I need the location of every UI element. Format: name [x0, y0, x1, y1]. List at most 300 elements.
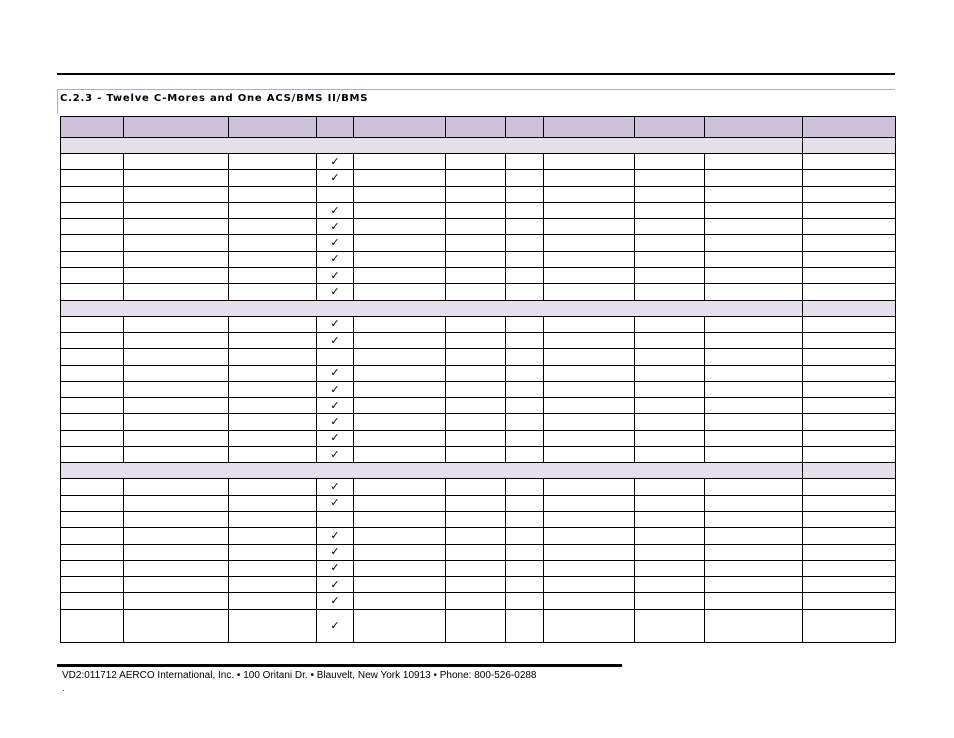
table-cell — [506, 528, 544, 544]
table-cell — [124, 186, 229, 202]
table-cell — [635, 284, 705, 300]
table-cell — [635, 316, 705, 332]
table-cell — [124, 154, 229, 170]
table-cell — [544, 349, 635, 365]
header-cell — [635, 117, 705, 138]
checkmark-icon: ✓ — [330, 154, 340, 168]
table-cell — [705, 479, 803, 495]
checkmark-icon: ✓ — [330, 219, 340, 233]
table-cell — [506, 316, 544, 332]
check-cell — [317, 235, 354, 251]
table-cell — [803, 398, 896, 414]
table-cell — [803, 577, 896, 593]
table-cell — [544, 268, 635, 284]
check-cell — [317, 316, 354, 332]
check-cell — [317, 511, 354, 527]
table-cell — [635, 365, 705, 381]
table-cell — [544, 511, 635, 527]
table-cell — [635, 235, 705, 251]
table-cell — [544, 251, 635, 267]
table-cell — [705, 219, 803, 235]
table-cell — [124, 349, 229, 365]
table-cell — [705, 398, 803, 414]
group-header-cell — [803, 463, 896, 479]
table-cell — [61, 609, 124, 642]
table-cell — [229, 577, 317, 593]
table-cell — [229, 284, 317, 300]
checkmark-icon: ✓ — [330, 317, 340, 331]
table-cell — [354, 170, 446, 186]
table-cell — [705, 154, 803, 170]
table-cell — [635, 202, 705, 218]
check-cell — [317, 560, 354, 576]
table-cell — [803, 560, 896, 576]
table-row — [61, 381, 896, 397]
table-cell — [803, 479, 896, 495]
checkmark-icon: ✓ — [330, 561, 340, 575]
table-cell — [506, 495, 544, 511]
table-cell — [544, 202, 635, 218]
table-cell — [544, 365, 635, 381]
table-row — [61, 202, 896, 218]
table-cell — [446, 528, 506, 544]
table-cell — [544, 235, 635, 251]
table-cell — [506, 414, 544, 430]
table-cell — [705, 284, 803, 300]
table-cell — [354, 284, 446, 300]
table-cell — [354, 560, 446, 576]
table-cell — [124, 593, 229, 609]
table-cell — [229, 381, 317, 397]
table-cell — [61, 349, 124, 365]
footer-mark: · — [62, 686, 65, 695]
table-cell — [803, 251, 896, 267]
table-cell — [354, 593, 446, 609]
table-cell — [354, 381, 446, 397]
table-cell — [446, 414, 506, 430]
table-cell — [124, 332, 229, 348]
table-row — [61, 447, 896, 463]
table-cell — [635, 154, 705, 170]
table-row — [61, 479, 896, 495]
header-cell — [229, 117, 317, 138]
table-cell — [635, 186, 705, 202]
group-header-cell — [803, 300, 896, 316]
table-cell — [544, 186, 635, 202]
table-cell — [124, 170, 229, 186]
table-cell — [803, 349, 896, 365]
table-cell — [544, 398, 635, 414]
table-cell — [506, 560, 544, 576]
table-cell — [705, 560, 803, 576]
check-cell — [317, 544, 354, 560]
table-cell — [635, 349, 705, 365]
table-cell — [124, 609, 229, 642]
table-cell — [705, 495, 803, 511]
check-cell — [317, 577, 354, 593]
table-cell — [124, 365, 229, 381]
table-cell — [705, 528, 803, 544]
table-cell — [506, 593, 544, 609]
table-cell — [446, 349, 506, 365]
table-cell — [635, 593, 705, 609]
table-row — [61, 544, 896, 560]
table-cell — [446, 219, 506, 235]
table-cell — [354, 511, 446, 527]
section-title: C.2.3 - Twelve C-Mores and One ACS/BMS II/BMS — [60, 93, 369, 104]
table-cell — [705, 544, 803, 560]
checkmark-icon: ✓ — [330, 333, 340, 347]
check-cell — [317, 414, 354, 430]
checkmark-icon: ✓ — [330, 479, 340, 493]
table-cell — [124, 577, 229, 593]
table-cell — [803, 268, 896, 284]
table-row — [61, 284, 896, 300]
table-cell — [544, 593, 635, 609]
table-cell — [635, 447, 705, 463]
table-cell — [803, 430, 896, 446]
table-cell — [803, 235, 896, 251]
table-cell — [354, 528, 446, 544]
checkmark-icon: ✓ — [330, 577, 340, 591]
table-cell — [506, 349, 544, 365]
table-row — [61, 593, 896, 609]
checkmark-icon: ✓ — [330, 545, 340, 559]
checkmark-icon: ✓ — [330, 618, 340, 632]
table-cell — [446, 186, 506, 202]
header-cell — [705, 117, 803, 138]
table-cell — [61, 495, 124, 511]
table-cell — [635, 268, 705, 284]
table-cell — [705, 511, 803, 527]
table-cell — [124, 479, 229, 495]
table-cell — [446, 447, 506, 463]
table-cell — [124, 251, 229, 267]
table-cell — [124, 284, 229, 300]
checkmark-icon: ✓ — [330, 268, 340, 282]
table-cell — [61, 154, 124, 170]
table-cell — [506, 577, 544, 593]
table-cell — [544, 495, 635, 511]
table-cell — [354, 154, 446, 170]
table-cell — [229, 235, 317, 251]
check-cell — [317, 398, 354, 414]
table-cell — [635, 511, 705, 527]
table-cell — [124, 381, 229, 397]
table-header-row — [61, 117, 896, 138]
table-cell — [803, 202, 896, 218]
check-cell — [317, 219, 354, 235]
check-cell — [317, 202, 354, 218]
table-cell — [229, 479, 317, 495]
table-row — [61, 219, 896, 235]
table-cell — [446, 479, 506, 495]
table-cell — [229, 430, 317, 446]
table-cell — [803, 170, 896, 186]
table-cell — [446, 560, 506, 576]
check-cell — [317, 593, 354, 609]
checkmark-icon: ✓ — [330, 415, 340, 429]
table-cell — [354, 447, 446, 463]
table-cell — [803, 544, 896, 560]
checkmark-icon: ✓ — [330, 236, 340, 250]
header-cell — [317, 117, 354, 138]
checkmark-icon: ✓ — [330, 252, 340, 266]
table-cell — [506, 251, 544, 267]
table-cell — [61, 170, 124, 186]
table-cell — [446, 495, 506, 511]
table-cell — [229, 528, 317, 544]
table-cell — [354, 495, 446, 511]
group-row — [61, 300, 896, 316]
check-cell — [317, 251, 354, 267]
check-cell — [317, 349, 354, 365]
table-cell — [124, 316, 229, 332]
table-cell — [635, 398, 705, 414]
table-cell — [635, 219, 705, 235]
table-cell — [61, 202, 124, 218]
table-row — [61, 186, 896, 202]
table-cell — [506, 479, 544, 495]
table-cell — [635, 560, 705, 576]
table-cell — [124, 511, 229, 527]
table-row — [61, 154, 896, 170]
table-row — [61, 316, 896, 332]
table-cell — [124, 528, 229, 544]
checkmark-icon: ✓ — [330, 382, 340, 396]
table-cell — [61, 577, 124, 593]
table-cell — [635, 577, 705, 593]
header-cell — [354, 117, 446, 138]
table-cell — [803, 593, 896, 609]
table-cell — [354, 430, 446, 446]
table-cell — [446, 609, 506, 642]
table-cell — [544, 414, 635, 430]
table-cell — [229, 219, 317, 235]
table-row — [61, 577, 896, 593]
table-cell — [446, 577, 506, 593]
table-cell — [124, 560, 229, 576]
table-cell — [506, 235, 544, 251]
table-cell — [446, 235, 506, 251]
table-cell — [506, 170, 544, 186]
table-cell — [705, 365, 803, 381]
check-cell — [317, 609, 354, 642]
table-cell — [61, 251, 124, 267]
group-header-cell — [61, 300, 803, 316]
table-cell — [544, 577, 635, 593]
footer-text: VD2:011712 AERCO International, Inc. • 100 Oritani Dr. • Blauvelt, New York 10913 • Phone: 800-526-0288 — [62, 670, 537, 681]
table-cell — [803, 414, 896, 430]
table-cell — [61, 414, 124, 430]
table-cell — [446, 284, 506, 300]
table-cell — [506, 202, 544, 218]
table-cell — [354, 609, 446, 642]
table-cell — [803, 219, 896, 235]
table-cell — [354, 398, 446, 414]
table-cell — [354, 202, 446, 218]
table-cell — [635, 381, 705, 397]
table-cell — [354, 235, 446, 251]
check-cell — [317, 268, 354, 284]
table-cell — [354, 349, 446, 365]
table-cell — [61, 593, 124, 609]
table-cell — [354, 414, 446, 430]
table-cell — [61, 268, 124, 284]
checkmark-icon: ✓ — [330, 398, 340, 412]
table-cell — [446, 170, 506, 186]
check-cell — [317, 381, 354, 397]
table-cell — [354, 479, 446, 495]
table-cell — [124, 430, 229, 446]
checkmark-icon: ✓ — [330, 366, 340, 380]
table-row — [61, 430, 896, 446]
table-cell — [229, 170, 317, 186]
table-cell — [506, 609, 544, 642]
table-cell — [61, 430, 124, 446]
table-cell — [544, 544, 635, 560]
table-cell — [705, 609, 803, 642]
table-cell — [635, 170, 705, 186]
table-cell — [229, 268, 317, 284]
table-cell — [506, 332, 544, 348]
header-cell — [61, 117, 124, 138]
check-cell — [317, 284, 354, 300]
table-row — [61, 414, 896, 430]
table-cell — [61, 365, 124, 381]
table-cell — [229, 349, 317, 365]
table-cell — [229, 447, 317, 463]
bottom-rule — [57, 664, 622, 667]
table-cell — [803, 154, 896, 170]
group-row — [61, 138, 896, 154]
table-cell — [705, 316, 803, 332]
table-cell — [544, 316, 635, 332]
table-cell — [635, 528, 705, 544]
table-cell — [544, 528, 635, 544]
table-row — [61, 332, 896, 348]
table-cell — [229, 560, 317, 576]
header-cell — [124, 117, 229, 138]
table-cell — [635, 609, 705, 642]
table-cell — [803, 316, 896, 332]
table-row — [61, 235, 896, 251]
table-cell — [354, 544, 446, 560]
table-body — [61, 138, 896, 643]
table-cell — [544, 332, 635, 348]
table-cell — [506, 219, 544, 235]
checkmark-icon: ✓ — [330, 496, 340, 510]
table-row — [61, 511, 896, 527]
table-cell — [803, 381, 896, 397]
table-cell — [354, 219, 446, 235]
table-row — [61, 609, 896, 642]
table-cell — [61, 219, 124, 235]
table-cell — [61, 332, 124, 348]
table-cell — [446, 268, 506, 284]
table-cell — [124, 398, 229, 414]
group-header-cell — [61, 463, 803, 479]
table-cell — [446, 332, 506, 348]
table-cell — [229, 495, 317, 511]
table-cell — [446, 511, 506, 527]
table-cell — [705, 381, 803, 397]
table-row — [61, 268, 896, 284]
table-cell — [544, 170, 635, 186]
check-cell — [317, 528, 354, 544]
table-cell — [446, 544, 506, 560]
table-cell — [229, 609, 317, 642]
table-cell — [705, 414, 803, 430]
table-cell — [544, 381, 635, 397]
table-cell — [229, 186, 317, 202]
checkmark-icon: ✓ — [330, 528, 340, 542]
table-cell — [124, 414, 229, 430]
table-cell — [705, 332, 803, 348]
table-cell — [354, 251, 446, 267]
header-cell — [506, 117, 544, 138]
check-cell — [317, 365, 354, 381]
table-cell — [124, 219, 229, 235]
table-cell — [544, 479, 635, 495]
header-cell — [544, 117, 635, 138]
table-cell — [635, 251, 705, 267]
table-cell — [544, 154, 635, 170]
table-cell — [229, 544, 317, 560]
table-cell — [229, 251, 317, 267]
check-cell — [317, 430, 354, 446]
table-cell — [354, 577, 446, 593]
table-cell — [803, 186, 896, 202]
table-cell — [506, 284, 544, 300]
checkmark-icon: ✓ — [330, 447, 340, 461]
table-cell — [803, 495, 896, 511]
table-cell — [544, 284, 635, 300]
table-cell — [506, 154, 544, 170]
table-cell — [124, 202, 229, 218]
table-cell — [803, 511, 896, 527]
table-cell — [803, 284, 896, 300]
table-cell — [446, 593, 506, 609]
table-cell — [506, 544, 544, 560]
table-cell — [803, 528, 896, 544]
table-row — [61, 365, 896, 381]
table-cell — [446, 202, 506, 218]
table-cell — [61, 381, 124, 397]
table-row — [61, 251, 896, 267]
table-cell — [61, 398, 124, 414]
table-row — [61, 349, 896, 365]
table-cell — [635, 332, 705, 348]
table-cell — [446, 381, 506, 397]
header-cell — [803, 117, 896, 138]
checkmark-icon: ✓ — [330, 285, 340, 299]
table-cell — [705, 577, 803, 593]
table-cell — [354, 365, 446, 381]
table-cell — [506, 398, 544, 414]
table-cell — [61, 316, 124, 332]
table-cell — [544, 219, 635, 235]
table-row — [61, 528, 896, 544]
table-cell — [705, 349, 803, 365]
table-cell — [229, 154, 317, 170]
table-cell — [124, 544, 229, 560]
table-cell — [506, 447, 544, 463]
table-cell — [124, 447, 229, 463]
table-cell — [229, 398, 317, 414]
table-cell — [124, 235, 229, 251]
table-row — [61, 495, 896, 511]
